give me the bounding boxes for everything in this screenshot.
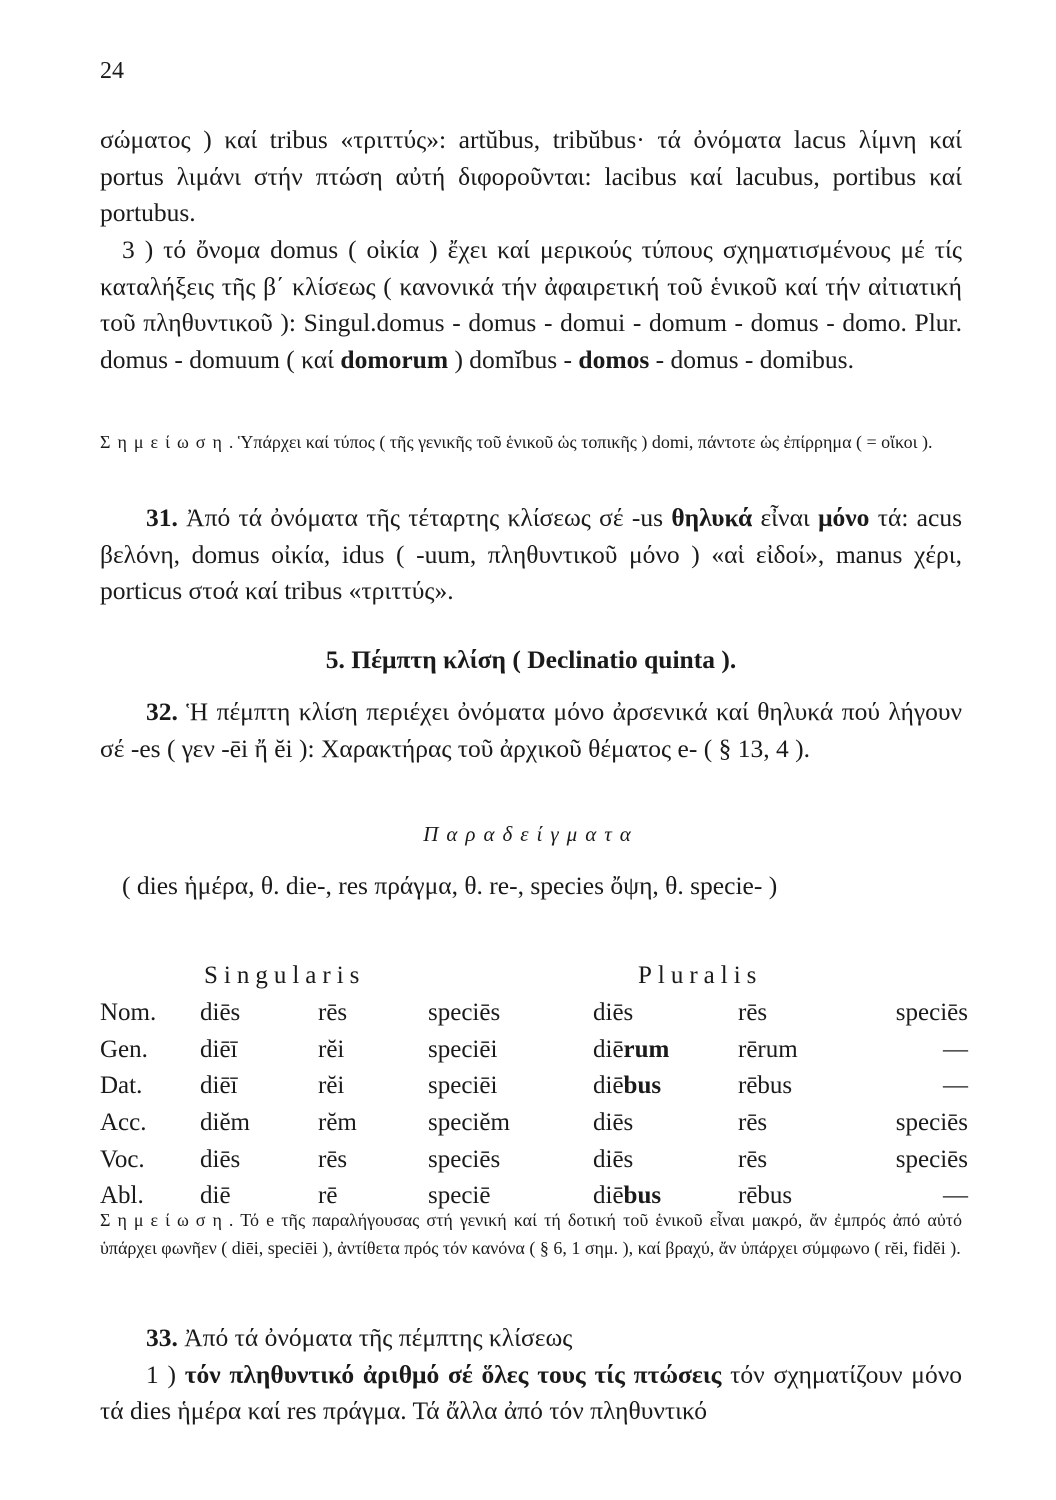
section-number: 32. [146,697,178,726]
table-row: Acc. diĕm rĕm speciĕm diēs rēs speciēs [100,1109,968,1137]
paradigm-title: Παραδείγματα [423,822,639,846]
section-32: 32. Ἡ πέμπτη κλίση περιέχει ὀνόματα μόνο ἀρσενικά καί θηλυκά πού λήγουν σέ -es ( γεν -ēi ἤ ĕi ): Χαρακτήρας τοῦ ἀρχικοῦ θέματος e- ( § 13, 4 ). [100,697,962,763]
table-row: Dat. diēī rĕi speciēi diēbus rēbus — [100,1072,968,1100]
heading-fifth-declension: 5. Πέμπτη κλίση ( Declinatio quinta ). [325,645,737,674]
note-label: Σημείωση [100,432,229,452]
note-1: Σημείωση. Ὑπάρχει καί τύπος ( τῆς γενικῆς τοῦ ἑνικοῦ ὡς τοπικῆς ) domi, πάντοτε ὡς ἐπίρρημα ( = οἴκοι ). [100,432,933,452]
paragraph-intro: σώματος ) καί tribus «τριττύς»: artŭbus, tribŭbus· τά ὀνόματα lacus λίμνη καί portus λιμάνι στήν πτώση αὐτή διφοροῦνται: lacibus καί lacubus, portibus καί portubus. [100,125,962,227]
paragraph-domus: 3 ) τό ὄνομα domus ( οἰκία ) ἔχει καί μερικούς τύπους σχηματισμένους μέ τίς καταλήξεις τῆς β΄ κλίσεως ( κανονικά τήν ἀφαιρετική τοῦ ἑνικοῦ καί τήν αἰτιατική τοῦ πληθυντικοῦ ): Singul.domus - domus - domui - domum - domus - domo. Plur. domus - domuum ( καί domorum ) domĭbus - domos - domus - domibus. [100,235,962,374]
declension-table [100,958,968,1215]
section-number: 33. [146,1323,178,1352]
table-row: Abl. diē rē speciē diēbus rēbus — [100,1182,968,1210]
note-label: Σημείωση [100,1210,229,1230]
page-number: 24 [100,58,124,84]
table-row: Nom. diēs rēs speciēs diēs rēs speciēs [100,999,968,1027]
plural-header: Pluralis [638,962,763,990]
table-row: Gen. diēī rĕi speciēi diērum rērum — [100,1035,968,1063]
section-number: 31. [146,503,178,532]
singular-header: Singularis [204,962,366,990]
note-2: Σημείωση. Τό e τῆς παραλήγουσας στή γενική καί τή δοτική τοῦ ἑνικοῦ εἶναι μακρό, ἄν ἐμπρός ἀπό αὐτό ὑπάρχει φωνῆεν ( diēi, speciēi ), ἀντίθετα πρός τόν κανόνα ( § 6, 1 σημ. ), καί βραχύ, ἄν ὑπάρχει σύμφωνο ( rĕi, fidĕi ). [100,1210,962,1258]
table-header [100,958,968,995]
table-row: Voc. diēs rēs speciēs diēs rēs speciēs [100,1145,968,1173]
paradigm-description: ( dies ἡμέρα, θ. die-, res πράγμα, θ. re-, species ὄψη, θ. specie- ) [122,871,778,900]
section-33: 33. Ἀπό τά ὀνόματα τῆς πέμπτης κλίσεως 1 ) τόν πληθυντικό ἀριθμό σέ ὅλες τους τίς πτώσεις τόν σχηματίζουν μόνο τά dies ἡμέρα καί res πράγμα. Τά ἄλλα ἀπό τόν πληθυντικό [100,1323,962,1425]
section-31: 31. Ἀπό τά ὀνόματα τῆς τέταρτης κλίσεως σέ -us θηλυκά εἶναι μόνο τά: acus βελόνη, domus οἰκία, idus ( -uum, πληθυντικοῦ μόνο ) «αἱ εἰδοί», manus χέρι, porticus στοά καί tribus «τριττύς». [100,503,962,605]
